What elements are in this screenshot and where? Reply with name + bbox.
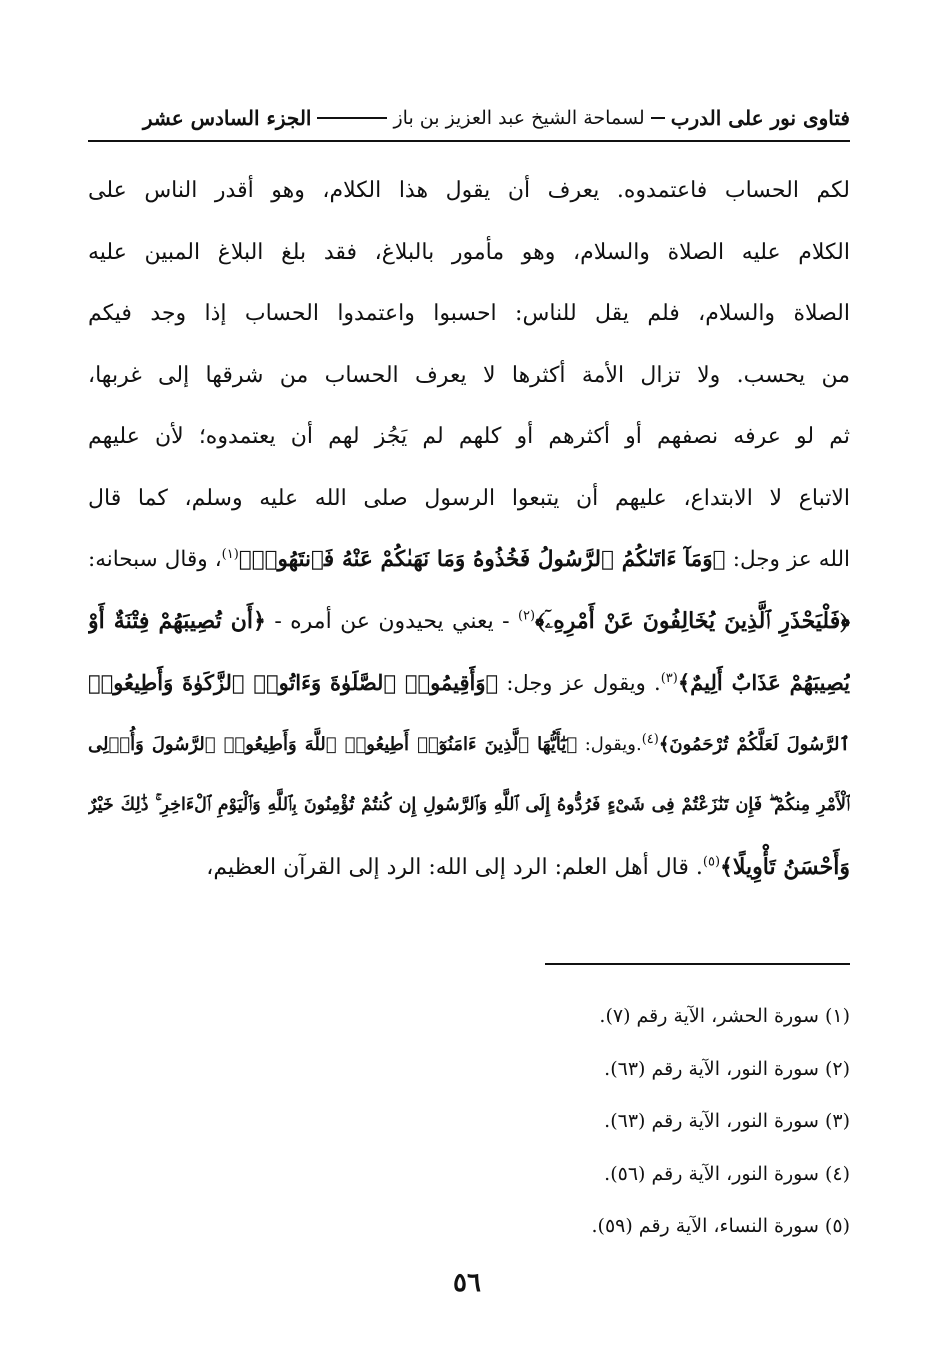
text-line	[88, 837, 850, 899]
footnote-ref: (٣)	[660, 671, 678, 686]
text-segment: . قال أهل العلم: الرد إلى الله: الرد إلى القرآن العظيم،	[206, 854, 703, 880]
running-header	[88, 100, 850, 136]
text-line	[88, 652, 850, 714]
footnote: (٢) سورة النور، الآية رقم (٦٣).	[604, 1057, 850, 1080]
quran-verse: وَأَحْسَنُ تَأْوِيلًا﴾	[720, 853, 850, 880]
text-line	[88, 714, 850, 776]
footnote-ref: (٥)	[702, 854, 721, 870]
text-line: الكلام عليه الصلاة والسلام، وهو مأمور بالبلاغ، فقد بلغ البلاغ المبين عليه	[88, 239, 850, 265]
text-segment: . ويقول عز وجل:	[506, 671, 661, 695]
quran-verse: ٱلرَّسُولَ لَعَلَّكُمْ تُرْحَمُونَ﴾	[658, 733, 850, 755]
quran-verse: ﴿وَأَقِيمُوا۟ ٱلصَّلَوٰةَ وَءَاتُوا۟ ٱلزَّكَوٰةَ وَأَطِيعُوا۟	[88, 670, 499, 695]
footnote: (٥) سورة النساء، الآية رقم (٥٩).	[591, 1215, 850, 1237]
header-dash	[651, 117, 665, 119]
text-segment: - يعني يحيدون عن أمره -	[274, 608, 510, 634]
footnote-ref: (٤)	[641, 731, 659, 747]
text-line: ثم لو عرفه نصفهم أو أكثرهم أو كلهم لم يَجُز لهم أن يعتمدوه؛ لأن عليهم	[88, 424, 850, 449]
book-title: فتاوى نور على الدرب	[670, 106, 850, 130]
quran-verse: يُصِيبَهُمْ عَذَابٌ أَلِيمٌ﴾	[677, 670, 850, 695]
header-dash-long	[317, 117, 387, 119]
author-name: لسماحة الشيخ عبد العزيز بن باز	[393, 107, 645, 129]
footnote-ref: (١)	[221, 546, 239, 562]
footnote: (٣) سورة النور، الآية رقم (٦٣).	[604, 1110, 850, 1132]
text-line	[88, 591, 850, 653]
text-line: الاتباع لا الابتداع، عليهم أن يتبعوا الرسول صلى الله عليه وسلم، كما قال	[88, 485, 850, 511]
text-line: من يحسب. ولا تزال الأمة أكثرها لا يعرف الحساب من شرقها إلى غربها،	[88, 362, 850, 388]
text-segment: .ويقول:	[584, 733, 642, 755]
footnote-ref: (٢)	[517, 608, 536, 624]
text-line	[88, 529, 850, 591]
footnote: (١) سورة الحشر، الآية رقم (٧).	[599, 1005, 850, 1027]
quran-verse: ٱلْأَمْرِ مِنكُمْ ۖ فَإِن تَنَٰزَعْتُمْ فِى شَىْءٍ فَرُدُّوهُ إِلَى ٱللَّهِ وَٱلرَّسُولِ إِن كُنتُمْ تُؤْمِنُونَ بِٱللَّهِ وَٱلْيَوْمِ ٱلْءَاخِرِ ۚ ذَٰلِكَ خَيْرٌ	[88, 795, 850, 815]
quran-verse: ﴿يَٰٓأَيُّهَا ٱلَّذِينَ ءَامَنُوٓا۟ أَطِيعُوا۟ ٱللَّهَ وَأَطِيعُوا۟ ٱلرَّسُولَ وَأُو۟لِى	[88, 733, 578, 755]
body-text	[88, 160, 850, 898]
footnote: (٤) سورة النور، الآية رقم (٥٦).	[604, 1162, 850, 1185]
text-line: الصلاة والسلام، فلم يقل للناس: احسبوا واعتمدوا الحساب إذا وجد فيكم	[88, 301, 850, 326]
header-rule	[88, 140, 850, 142]
text-line	[88, 775, 850, 837]
page-number: ٥٦	[453, 1268, 481, 1298]
footnotes	[420, 990, 850, 1253]
text-segment: ، وقال سبحانه:	[88, 547, 222, 572]
text-segment: الله عز وجل:	[732, 547, 850, 572]
footnote-separator	[545, 963, 850, 965]
quran-verse: ﴿وَمَآ ءَاتَىٰكُمُ ٱلرَّسُولُ فَخُذُوهُ وَمَا نَهَىٰكُمْ عَنْهُ فَٱنتَهُوا۟﴾	[238, 547, 726, 572]
quran-verse: ﴿فَلْيَحْذَرِ ٱلَّذِينَ يُخَالِفُونَ عَنْ أَمْرِهِۦٓ﴾	[535, 607, 850, 634]
quran-verse: ﴿أَن تُصِيبَهُمْ فِتْنَةٌ أَوْ	[88, 607, 266, 634]
volume-label: الجزء السادس عشر	[142, 106, 312, 130]
text-line: لكم الحساب فاعتمدوه. يعرف أن يقول هذا الكلام، وهو أقدر الناس على	[88, 178, 850, 203]
